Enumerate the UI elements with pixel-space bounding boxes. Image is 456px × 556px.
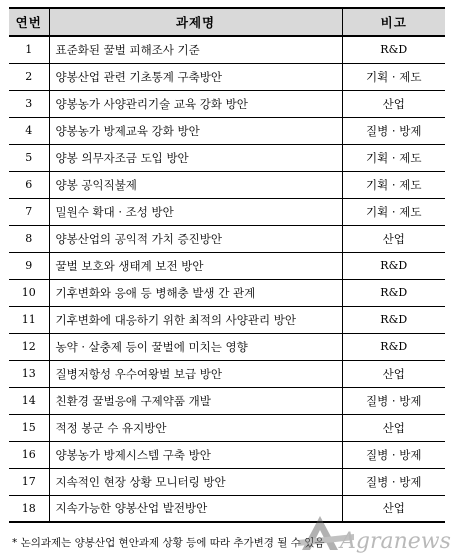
row-note: 질병 · 방제 bbox=[342, 441, 445, 468]
watermark-text: Agranews bbox=[340, 529, 451, 554]
row-task-name: 꿀벌 보호와 생태계 보전 방안 bbox=[49, 252, 342, 279]
row-number: 17 bbox=[9, 468, 49, 495]
row-number: 13 bbox=[9, 360, 49, 387]
row-number: 11 bbox=[9, 306, 49, 333]
row-number: 1 bbox=[9, 36, 49, 63]
row-task-name: 표준화된 꿀벌 피해조사 기준 bbox=[49, 36, 342, 63]
row-note: 산업 bbox=[342, 90, 445, 117]
row-task-name: 양봉산업의 공익적 가치 증진방안 bbox=[49, 225, 342, 252]
row-number: 14 bbox=[9, 387, 49, 414]
table-header-row bbox=[9, 8, 445, 36]
row-task-name: 양봉농가 방제시스템 구축 방안 bbox=[49, 441, 342, 468]
table-row bbox=[9, 144, 445, 171]
row-number: 18 bbox=[9, 495, 49, 522]
row-number: 15 bbox=[9, 414, 49, 441]
row-number: 6 bbox=[9, 171, 49, 198]
table-row bbox=[9, 387, 445, 414]
row-task-name: 양봉 의무자조금 도입 방안 bbox=[49, 144, 342, 171]
row-task-name: 농약 · 살충제 등이 꿀벌에 미치는 영향 bbox=[49, 333, 342, 360]
table-row bbox=[9, 414, 445, 441]
table-row bbox=[9, 36, 445, 63]
row-task-name: 지속적인 현장 상황 모니터링 방안 bbox=[49, 468, 342, 495]
row-note: 질병 · 방제 bbox=[342, 468, 445, 495]
header-no: 연번 bbox=[9, 8, 49, 36]
row-number: 10 bbox=[9, 279, 49, 306]
table-row bbox=[9, 63, 445, 90]
row-note: 산업 bbox=[342, 495, 445, 522]
table-row bbox=[9, 252, 445, 279]
row-note: 산업 bbox=[342, 225, 445, 252]
table-row bbox=[9, 171, 445, 198]
row-note: 기획 · 제도 bbox=[342, 144, 445, 171]
row-note: 질병 · 방제 bbox=[342, 387, 445, 414]
row-number: 4 bbox=[9, 117, 49, 144]
row-note: 기획 · 제도 bbox=[342, 171, 445, 198]
row-note: R&D bbox=[342, 333, 445, 360]
table-row bbox=[9, 441, 445, 468]
row-note: R&D bbox=[342, 36, 445, 63]
row-number: 7 bbox=[9, 198, 49, 225]
row-task-name: 기후변화와 응애 등 병해충 발생 간 관계 bbox=[49, 279, 342, 306]
row-number: 2 bbox=[9, 63, 49, 90]
header-note: 비고 bbox=[342, 8, 445, 36]
table-row bbox=[9, 117, 445, 144]
row-note: 산업 bbox=[342, 414, 445, 441]
row-note: R&D bbox=[342, 306, 445, 333]
row-number: 12 bbox=[9, 333, 49, 360]
row-note: R&D bbox=[342, 252, 445, 279]
row-task-name: 친환경 꿀벌응애 구제약품 개발 bbox=[49, 387, 342, 414]
table-row bbox=[9, 198, 445, 225]
row-task-name: 질병저항성 우수여왕벌 보급 방안 bbox=[49, 360, 342, 387]
row-task-name: 지속가능한 양봉산업 발전방안 bbox=[49, 495, 342, 522]
row-task-name: 양봉농가 사양관리기술 교육 강화 방안 bbox=[49, 90, 342, 117]
row-note: 기획 · 제도 bbox=[342, 63, 445, 90]
row-number: 8 bbox=[9, 225, 49, 252]
row-number: 5 bbox=[9, 144, 49, 171]
header-task: 과제명 bbox=[49, 8, 342, 36]
row-note: 질병 · 방제 bbox=[342, 117, 445, 144]
row-task-name: 밀원수 확대 · 조성 방안 bbox=[49, 198, 342, 225]
row-task-name: 양봉산업 관련 기초통계 구축방안 bbox=[49, 63, 342, 90]
table-row bbox=[9, 279, 445, 306]
table-body bbox=[9, 36, 445, 522]
footnote: * 논의과제는 양봉산업 현안과제 상황 등에 따라 추가변경 될 수 있음 bbox=[12, 537, 325, 549]
table-row bbox=[9, 225, 445, 252]
row-note: R&D bbox=[342, 279, 445, 306]
agenda-table bbox=[9, 7, 445, 523]
row-task-name: 적정 봉군 수 유지방안 bbox=[49, 414, 342, 441]
row-note: 기획 · 제도 bbox=[342, 198, 445, 225]
table-row bbox=[9, 468, 445, 495]
row-task-name: 양봉 공익직불제 bbox=[49, 171, 342, 198]
table-row bbox=[9, 495, 445, 522]
row-task-name: 기후변화에 대응하기 위한 최적의 사양관리 방안 bbox=[49, 306, 342, 333]
row-number: 16 bbox=[9, 441, 49, 468]
table-row bbox=[9, 306, 445, 333]
table-row bbox=[9, 360, 445, 387]
row-task-name: 양봉농가 방제교육 강화 방안 bbox=[49, 117, 342, 144]
row-note: 산업 bbox=[342, 360, 445, 387]
row-number: 3 bbox=[9, 90, 49, 117]
table-row bbox=[9, 90, 445, 117]
table-row bbox=[9, 333, 445, 360]
row-number: 9 bbox=[9, 252, 49, 279]
